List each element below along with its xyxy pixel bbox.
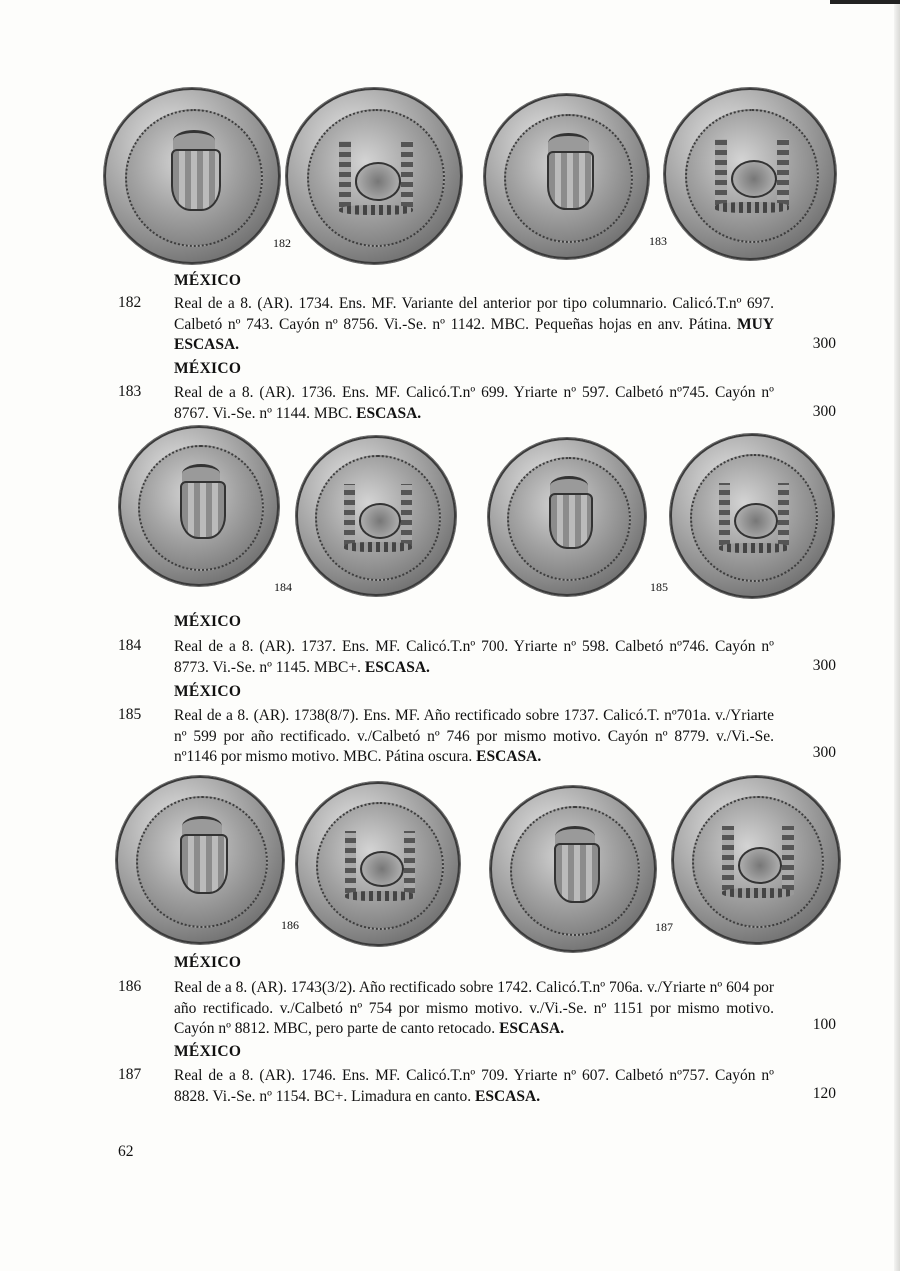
page-number: 62 — [118, 1143, 134, 1160]
image-lot-label: 183 — [649, 234, 667, 248]
coin-reverse-185 — [670, 434, 834, 598]
lot-description: Real de a 8. (AR). 1737. Ens. MF. Calicó.T.nº 700. Yriarte nº 598. Calbetó nº746. Cayón nº 8773. Vi.-Se. nº 1145. MBC+. ESCASA. — [174, 638, 774, 676]
lot-price: 300 — [812, 744, 836, 761]
coin-reverse-184 — [296, 436, 456, 596]
lot-heading: MÉXICO — [174, 360, 242, 377]
lot-heading: MÉXICO — [174, 1043, 242, 1060]
image-lot-label: 187 — [655, 920, 673, 934]
rarity-label: ESCASA. — [499, 1020, 565, 1037]
lot-number: 186 — [118, 978, 142, 995]
lot-description: Real de a 8. (AR). 1736. Ens. MF. Calicó.T.nº 699. Yriarte nº 597. Calbetó nº745. Cayón nº 8767. Vi.-Se. nº 1144. MBC. ESCASA. — [174, 384, 774, 422]
rarity-label: ESCASA. — [476, 748, 542, 765]
lot-price: 300 — [812, 403, 836, 420]
coin-image-row — [0, 88, 900, 268]
image-lot-label: 185 — [650, 580, 668, 594]
image-lot-label: 186 — [281, 918, 299, 932]
coin-reverse-187 — [672, 776, 840, 944]
lot-number: 182 — [118, 294, 142, 311]
lot-heading: MÉXICO — [174, 613, 242, 630]
coin-obverse-185 — [488, 438, 646, 596]
lot-number: 184 — [118, 637, 142, 654]
coin-obverse-183 — [484, 94, 649, 259]
rarity-label: ESCASA. — [475, 1087, 541, 1105]
lot-number: 185 — [118, 706, 142, 723]
lot-price: 100 — [812, 1016, 836, 1033]
lot-price: 120 — [812, 1085, 836, 1102]
coin-obverse-186 — [116, 776, 284, 944]
lot-heading: MÉXICO — [174, 954, 242, 971]
lot-price: 300 — [812, 335, 836, 352]
lot-description: Real de a 8. (AR). 1743(3/2). Año rectificado sobre 1742. Calicó.T.nº 706a. v./Yriarte nº 604 por año rectificado. v./Calbetó nº 754 por mismo motivo. v./Vi.-Se. nº 1151 por mismo motivo. Cayón nº 8812. MBC, pero parte de canto retocado. ESCASA. — [174, 979, 774, 1037]
lot-description: Real de a 8. (AR). 1738(8/7). Ens. MF. Año rectificado sobre 1737. Calicó.T. nº701a. v./Yriarte nº 599 por año rectificado. v./Calbetó nº 746 por mismo motivo. Cayón nº 8779. v./Vi.-Se. nº1146 por mismo motivo. MBC. Pátina oscura. ESCASA. — [174, 707, 774, 765]
coin-obverse-187 — [490, 786, 656, 952]
lot-description: Real de a 8. (AR). 1734. Ens. MF. Variante del anterior por tipo columnario. Calicó.T.nº 697. Calbetó nº 743. Cayón nº 8756. Vi.-Se. nº 1142. MBC. Pequeñas hojas en anv. Pátina. MUY ESCASA. — [174, 295, 774, 353]
lot-heading: MÉXICO — [174, 272, 242, 289]
coin-obverse-182 — [104, 88, 280, 264]
lot-price: 300 — [812, 657, 836, 674]
lot-heading: MÉXICO — [174, 683, 242, 700]
page-corner-mark — [830, 0, 900, 4]
image-lot-label: 184 — [274, 580, 292, 594]
rarity-label: MUY ESCASA. — [174, 315, 774, 353]
coin-reverse-183 — [664, 88, 836, 260]
lot-description: Real de a 8. (AR). 1746. Ens. MF. Calicó.T.nº 709. Yriarte nº 607. Calbetó nº757. Cayón nº 8828. Vi.-Se. nº 1154. BC+. Limadura en canto. ESCASA. — [174, 1067, 774, 1105]
rarity-label: ESCASA. — [364, 658, 430, 676]
lot-number: 183 — [118, 383, 142, 400]
rarity-label: ESCASA. — [356, 404, 422, 422]
coin-image-row — [0, 426, 900, 606]
coin-obverse-184 — [119, 426, 279, 586]
coin-reverse-186 — [296, 782, 460, 946]
coin-reverse-182 — [286, 88, 462, 264]
coin-image-row — [0, 776, 900, 956]
lot-number: 187 — [118, 1066, 142, 1083]
image-lot-label: 182 — [273, 236, 291, 250]
